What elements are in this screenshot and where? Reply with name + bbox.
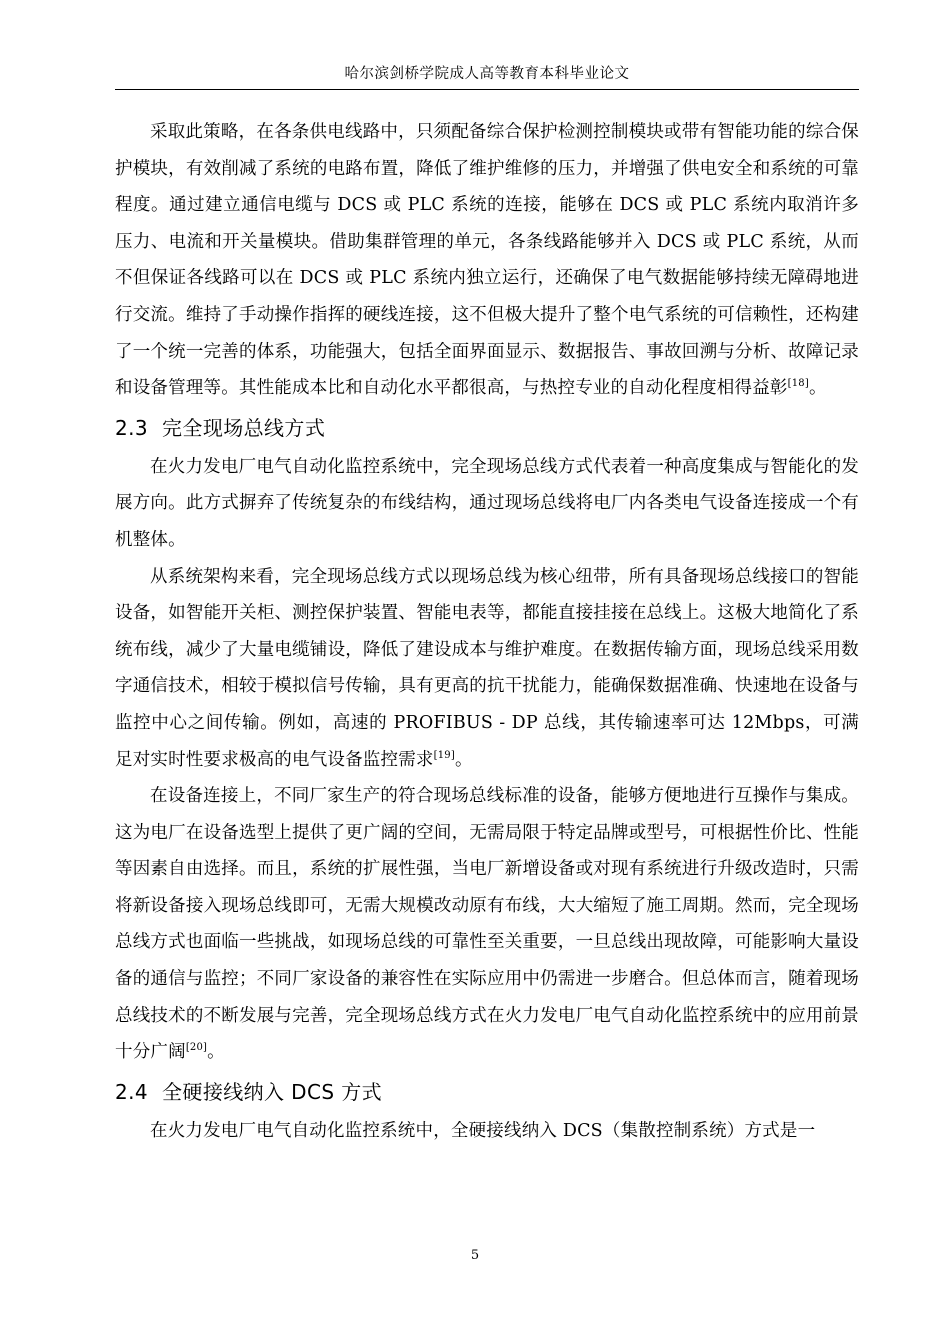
paragraph-end: 。 — [207, 1042, 225, 1063]
running-header: 哈尔滨剑桥学院成人高等教育本科毕业论文 — [344, 66, 630, 82]
paragraph — [115, 449, 859, 559]
header-rule — [115, 89, 859, 90]
section-number: 2.4 — [115, 1079, 149, 1104]
paragraph-text: 在火力发电厂电气自动化监控系统中，完全现场总线方式代表着一种高度集成与智能化的发展方向。此方式摒弃了传统复杂的布线结构，通过现场总线将电厂内各类电气设备连接成一个有机整体。 — [115, 456, 859, 550]
paragraph — [115, 559, 859, 779]
paragraph-end: 。 — [454, 749, 473, 770]
paragraph — [115, 778, 859, 1071]
citation-ref: [18] — [787, 378, 809, 390]
section-title: 完全现场总线方式 — [162, 415, 326, 440]
paragraph-end: 。 — [808, 378, 827, 399]
section-number: 2.3 — [115, 415, 149, 440]
page-number: 5 — [470, 1248, 480, 1263]
citation-ref: [20] — [185, 1042, 208, 1054]
paragraph — [115, 114, 859, 407]
section-heading-2-3 — [115, 407, 859, 449]
paragraph-text: 在火力发电厂电气自动化监控系统中，全硬接线纳入 DCS（集散控制系统）方式是一 — [150, 1120, 816, 1141]
citation-ref: [19] — [433, 749, 455, 761]
paragraph-text: 从系统架构来看，完全现场总线方式以现场总线为核心纽带，所有具备现场总线接口的智能设备，如智能开关柜、测控保护装置、智能电表等，都能直接挂接在总线上。这极大地简化了系统布线，减少了大量电缆铺设，降低了建设成本与维护难度。在数据传输方面，现场总线采用数字通信技术，相较于模拟信号传输，具有更高的抗干扰能力，能确保数据准确、快速地在设备与监控中心之间传输。例如，高速的 PROFIBUS - DP 总线，其传输速率可达 12Mbps，可满足对实时性要求极高的电气设备监控需求 — [115, 566, 859, 770]
paragraph-text: 采取此策略，在各条供电线路中，只须配备综合保护检测控制模块或带有智能功能的综合保护模块，有效削减了系统的电路布置，降低了维护维修的压力，并增强了供电安全和系统的可靠程度。通过建立通信电缆与 DCS 或 PLC 系统的连接，能够在 DCS 或 PLC 系统内取消许多压力、电流和开关量模块。借助集群管理的单元，各条线路能够并入 DCS 或 PLC 系统，从而不但保证各线路可以在 DCS 或 PLC 系统内独立运行，还确保了电气数据能够持续无障碍地进行交流。维持了手动操作指挥的硬线连接，这不但极大提升了整个电气系统的可信赖性，还构建了一个统一完善的体系，功能强大，包括全面界面显示、数据报告、事故回溯与分析、故障记录和设备管理等。其性能成本比和自动化水平都很高，与热控专业的自动化程度相得益彰 — [115, 122, 859, 399]
body-text — [115, 114, 859, 1149]
section-heading-2-4 — [115, 1071, 859, 1113]
paragraph — [115, 1113, 859, 1150]
paragraph-text: 在设备连接上，不同厂家生产的符合现场总线标准的设备，能够方便地进行互操作与集成。这为电厂在设备选型上提供了更广阔的空间，无需局限于特定品牌或型号，可根据性价比、性能等因素自由选择。而且，系统的扩展性强，当电厂新增设备或对现有系统进行升级改造时，只需将新设备接入现场总线即可，无需大规模改动原有布线，大大缩短了施工周期。然而，完全现场总线方式也面临一些挑战，如现场总线的可靠性至关重要，一旦总线出现故障，可能影响大量设备的通信与监控；不同厂家设备的兼容性在实际应用中仍需进一步磨合。但总体而言，随着现场总线技术的不断发展与完善，完全现场总线方式在火力发电厂电气自动化监控系统中的应用前景十分广阔 — [115, 786, 859, 1063]
section-title: 全硬接线纳入 DCS 方式 — [162, 1079, 382, 1104]
